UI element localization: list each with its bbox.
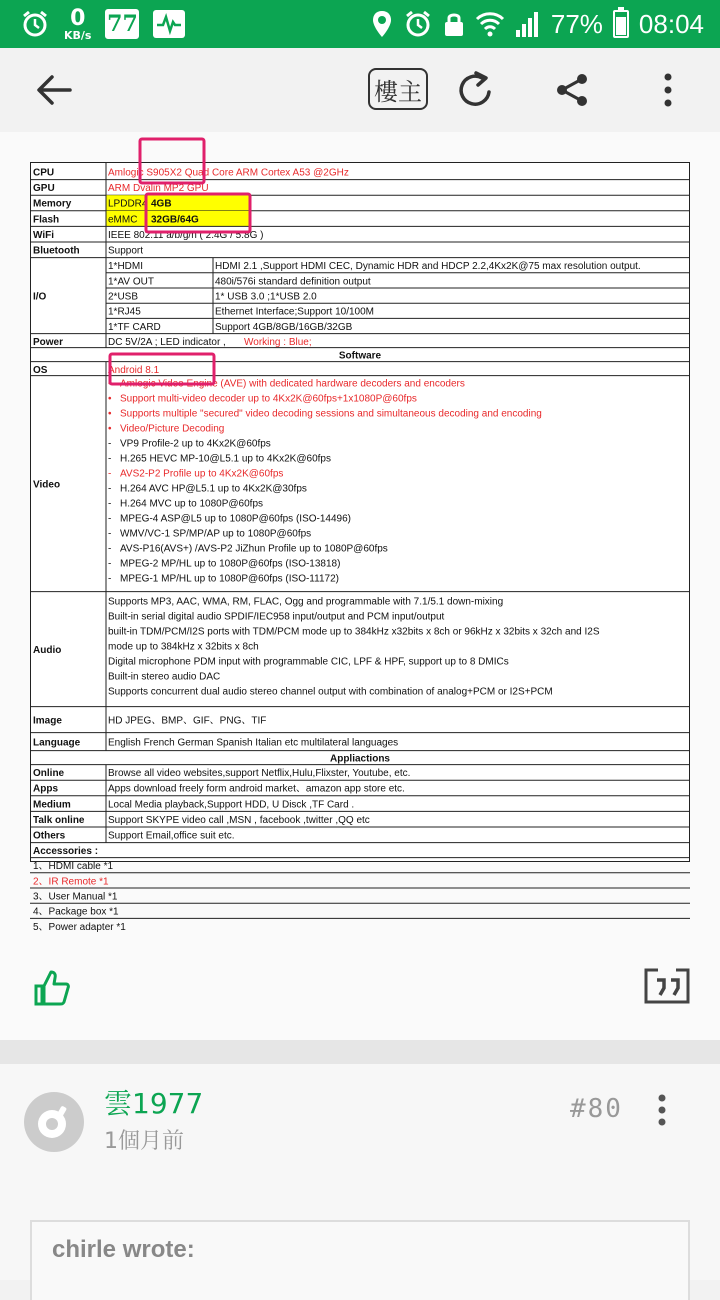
share-icon [554,72,590,108]
alarm-icon [20,9,50,39]
accessory-item: 2、IR Remote *1 [33,876,109,888]
spec-row-value-a: eMMC [108,214,138,226]
app-row-label: Talk online [33,814,85,826]
audio-line: Supports MP3, AAC, WMA, RM, FLAC, Ogg and programmable with 7.1/5.1 down-mixing [108,596,504,608]
video-line: AVS2-P2 Profile up to 4Kx2K@60fps [120,468,284,480]
spec-row-value: ARM Dvalin MP2 GPU [108,183,209,195]
reply-username[interactable]: 雲1977 [104,1087,204,1120]
spec-row-label: CPU [33,167,55,179]
reply-more-button[interactable] [656,1094,668,1130]
floor-number: #80 [570,1094,623,1124]
battery-percent: 77% [550,8,603,39]
app-row-label: Apps [33,783,58,795]
audio-line: Built-in stereo audio DAC [108,671,221,683]
accessory-item: 3、User Manual *1 [33,891,118,903]
video-line: H.265 HEVC MP-10@L5.1 up to 4Kx2K@60fps [120,453,331,465]
video-line: MPEG-1 MP/HL up to 1080P@60fps (ISO-11172) [120,573,339,585]
quote-title: chirle wrote: [52,1236,195,1263]
share-button[interactable] [548,66,596,114]
power-value: DC 5V/2A ; LED indicator , [108,337,226,349]
default-avatar-icon [34,1102,74,1142]
battery-icon [613,10,629,38]
audio-line: Digital microphone PDM input with programmable CIC, LPF & HPF, support up to 8 DMICs [108,656,509,668]
app-row-value: Support Email,office suit etc. [108,830,235,842]
app-row-value: Browse all video websites,support Netflix,Hulu,Flixster, Youtube, etc. [108,768,411,780]
video-bullet: - [108,573,112,585]
app-row-value: Local Media playback,Support HDD, U Disck ,TF Card . [108,799,355,811]
quote-reply-button[interactable] [644,964,690,1008]
video-bullet: • [108,393,112,405]
clock: 08:04 [638,8,704,39]
net-speed-value: 0 [70,5,86,31]
status-bar [0,0,720,48]
video-bullet: - [108,498,112,510]
io-desc: HDMI 2.1 ,Support HDMI CEC, Dynamic HDR and HDCP 2.2,4Kx2K@75 max resolution output. [215,261,641,273]
audio-line: mode up to 384kHz x 32bits x 8ch [108,641,259,653]
video-line: MPEG-2 MP/HL up to 1080P@60fps (ISO-13818) [120,558,341,570]
video-line: Amlogic Video Engine (AVE) with dedicated hardware decoders and encoders [120,378,465,390]
refresh-icon [456,70,496,110]
language-label: Language [33,737,81,749]
section-divider [0,1040,720,1064]
spec-row-label: Flash [33,214,60,226]
spec-row-label: WiFi [33,229,55,241]
video-line: H.264 MVC up to 1080P@60fps [120,498,264,510]
video-bullet: - [108,483,112,495]
app-row-value: Apps download freely form android market、amazon app store etc. [108,783,405,795]
io-desc: Support 4GB/8GB/16GB/32GB [215,321,353,333]
spec-row-label: Bluetooth [33,245,80,257]
spec-row-value-b: 4GB [151,198,172,210]
io-port: 1*AV OUT [108,276,154,288]
video-bullet: - [108,558,112,570]
alarm-icon-right [403,9,433,39]
audio-line: Supports concurrent dual audio stereo channel output with combination of analog+PCM or I2S+PCM [108,686,553,698]
video-line: Supports multiple "secured" video decoding sessions and simultaneous decoding and encoding [120,408,542,420]
io-port: 1*RJ45 [108,306,141,318]
image-value: HD JPEG、BMP、GIF、PNG、TIF [108,715,267,727]
quote-icon [644,964,690,1004]
apps-header: Appliactions [329,753,391,765]
video-bullet: - [108,438,112,450]
video-bullet: - [108,468,112,480]
audio-line: Built-in serial digital audio SPDIF/IEC958 input/output and PCM input/output [108,611,445,623]
video-bullet: - [108,513,112,525]
language-value: English French German Spanish Italian etc multilateral languages [108,737,399,749]
io-port: 1*HDMI [108,261,144,273]
video-line: WMV/VC-1 SP/MP/AP up to 1080P@60fps [120,528,312,540]
lock-icon [443,10,465,38]
os-label: OS [33,365,48,377]
image-label: Image [33,715,62,727]
accessories-label: Accessories : [33,846,99,858]
video-bullet: • [108,408,112,420]
avatar[interactable] [24,1092,84,1152]
back-button[interactable] [30,66,78,114]
video-bullet: - [108,528,112,540]
wifi-icon [475,10,505,38]
like-button[interactable] [32,968,72,1012]
power-label: Power [33,337,64,349]
net-speed [64,5,92,42]
owner-only-button[interactable]: 樓主 [368,68,428,110]
software-header: Software [338,350,382,362]
reply-card [0,1064,720,1280]
io-port: 1*TF CARD [108,321,161,333]
spec-row-label: GPU [33,183,55,195]
video-line: VP9 Profile-2 up to 4Kx2K@60fps [120,438,271,450]
video-line: AVS-P16(AVS+) /AVS-P2 JiZhun Profile up to 1080P@60fps [120,543,388,555]
arrow-left-icon [34,70,74,110]
more-vertical-icon [656,1094,668,1126]
io-label: I/O [33,291,47,303]
io-port: 2*USB [108,291,139,303]
video-bullet: • [108,378,112,390]
os-value: Android 8.1 [108,365,160,377]
signal-icon [515,10,541,38]
spec-row-value: Support [108,245,144,257]
video-bullet: - [108,543,112,555]
quoted-message [30,1220,690,1300]
reply-time: 1個月前 [104,1129,184,1154]
video-bullet: • [108,423,112,435]
accessory-item: 5、Power adapter *1 [33,921,126,933]
video-label: Video [33,479,61,491]
spec-row-value-b: 32GB/64G [151,214,199,226]
audio-line: built-in TDM/PCM/I2S ports with TDM/PCM mode up to 384kHz x32bits x 8ch or 96kHz x 32bits x 32ch and I2S [108,626,600,638]
video-line: H.264 AVC HP@L5.1 up to 4Kx2K@30fps [120,483,307,495]
spec-sheet-image[interactable] [30,162,690,933]
app-row-label: Medium [33,799,71,811]
location-icon [371,9,393,39]
spec-row-label: Memory [33,198,72,210]
spec-row-value-a: LPDDR4 [108,198,148,210]
app-badge: 77 [107,11,138,37]
io-desc: Ethernet Interface;Support 10/100M [215,306,374,318]
accessory-item: 1、HDMI cable *1 [33,861,114,873]
post-card [0,132,720,1040]
thumbs-up-icon [32,968,72,1008]
net-speed-unit: KB/s [64,28,92,42]
audio-label: Audio [33,645,62,657]
app-row-label: Online [33,768,65,780]
io-desc: 480i/576i standard definition output [215,276,371,288]
more-vertical-icon [662,72,674,108]
io-desc: 1* USB 3.0 ;1*USB 2.0 [215,291,317,303]
app-row-value: Support SKYPE video call ,MSN , facebook ,twitter ,QQ etc [108,814,370,826]
video-line: Support multi-video decoder up to 4Kx2K@60fps+1x1080P@60fps [120,393,417,405]
activity-icon [153,10,185,38]
spec-row-value: IEEE 802.11 a/b/g/n ( 2.4G / 5.8G ) [108,229,264,241]
refresh-button[interactable] [452,66,500,114]
video-line: Video/Picture Decoding [120,423,225,435]
app-bar [0,48,720,132]
spec-row-value: Amlogic S905X2 Quad Core ARM Cortex A53 @2GHz [108,167,349,179]
battery-fill [616,17,626,35]
accessory-item: 4、Package box *1 [33,906,119,918]
app-row-label: Others [33,830,66,842]
video-bullet: - [108,453,112,465]
power-value-status: Working : Blue; [244,337,312,349]
video-line: MPEG-4 ASP@L5 up to 1080P@60fps (ISO-14496) [120,513,351,525]
more-menu-button[interactable] [644,66,692,114]
